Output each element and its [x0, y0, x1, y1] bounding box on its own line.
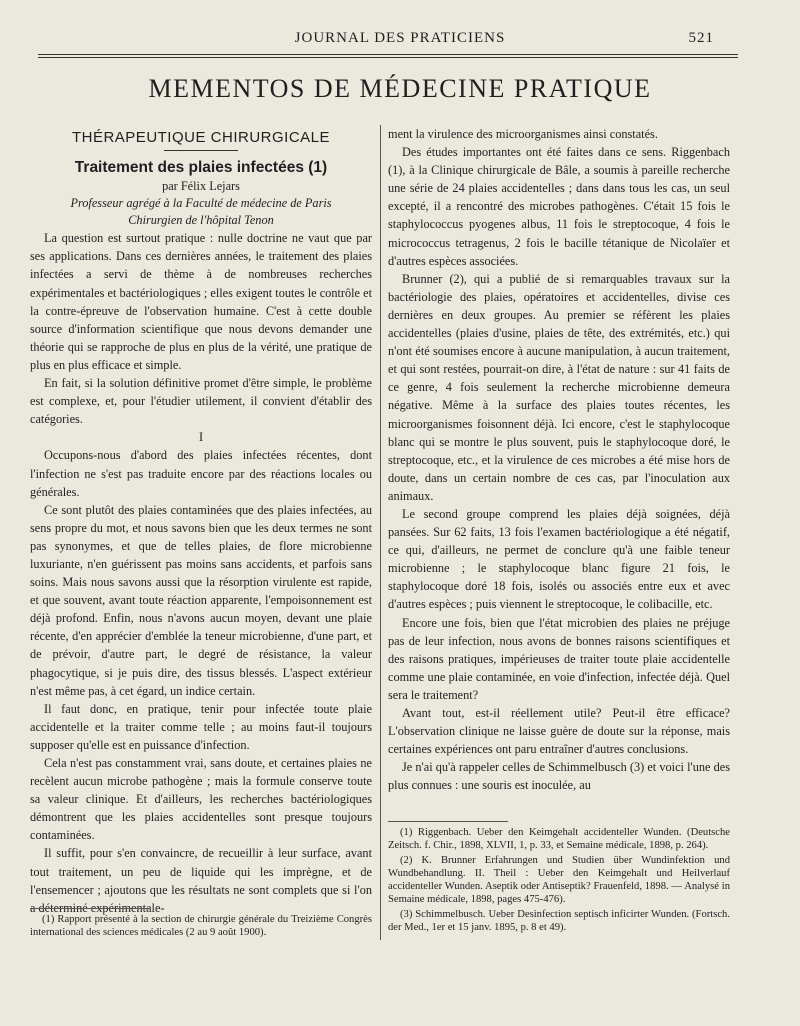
paragraph: Brunner (2), qui a publié de si remarquables travaux sur la bactériologie des plaies, opératoires et accidentelles, divise ces dernières en deux groupes. Au premier se réfèrent les plaies accidentelles (plaies d'usine, plaies de tête, des extrémités, etc.) qui n'ont été soumises encore à aucune manipulation, à aucun traitement, et qui sont restées, pourrait-on dire, à l'état de nature : sur 41 faits de ce genre, 4 fois seulement la recherche microbienne demeura négative. Même à la surface des plaies toutes récentes, les microorganismes foisonnent déjà. Ici encore, c'est le staphylocoque blanc qui se montre le plus souvent, puis le staphylocoque doré, le streptocoque, etc., et la virulence de ces microbes a été mise hors de doute, dans un certain nombre de ces cas, par l'inoculation aux animaux.: [388, 271, 730, 503]
paragraph: La question est surtout pratique : nulle doctrine ne vaut que par ses applications. Dans ces dernières années, le traitement des plaies infectées a servi de thème à de nombreuses recherches expérimentales et bactériologiques ; elles exigent toutes le contrôle et la contre-épreuve de l'observation humaine. C'est à cette double source d'information scientifique que nous devons demander une théorie qui se rapproche de plus en plus de la vérité, une pratique de plus en plus efficace et simple.: [30, 231, 372, 372]
footnote-rule: [388, 821, 508, 822]
left-footnotes: [30, 902, 372, 941]
footnote: (3) Schimmelbusch. Ueber Desinfection septisch inficirter Wunden. (Fortsch. der Med., 1er et 15 janv. 1895, p. 8 et 49).: [388, 909, 730, 933]
running-header: [0, 30, 800, 50]
author-affiliation: Professeur agrégé à la Faculté de médecine de Paris: [70, 196, 332, 211]
footnote: (1) Rapport présenté à la section de chirurgie générale du Treizième Congrès international des sciences médicales (2 au 9 août 1900).: [30, 914, 372, 938]
header-rule: [38, 54, 738, 55]
article-title: Traitement des plaies infectées (1): [74, 159, 328, 177]
paragraph: Encore une fois, bien que l'état microbien des plaies ne préjuge pas de leur infection, nous avons de bonnes raisons scientifiques et des raisons pratiques, impérieuses de traiter toute plaie accidentelle comme une plaie contaminée, en voie d'infection, infectée déjà. Quel sera le traitement?: [388, 615, 730, 702]
paragraph: Ce sont plutôt des plaies contaminées que des plaies infectées, au sens propre du mot, et nous savons bien que les deux termes ne sont pas synonymes, et que de telles plaies, de flore microbienne luxuriante, n'en guérissent pas moins sans accidents, et parfois sans soins. Mais nous savons aussi que la résorption virulente est rapide, et que souvent, avant toute réaction apparente, l'empoisonnement est déjà profond. Enfin, nous n'avons aucun moyen, devant une plaie récente, d'en apprécier d'emblée la teneur microbienne, d'une part, et de prévoir, d'autre part, le degré de résistance, la valeur phagocytique, si je puis dire, des tissus blessés. L'aspect extérieur n'est même pas, à cet égard, un indice certain.: [30, 502, 372, 698]
header-rule-double: [38, 57, 738, 58]
section-heading: THÉRAPEUTIQUE CHIRURGICALE: [71, 129, 331, 146]
footnote: (2) K. Brunner Erfahrungen und Studien über Wundinfektion und Wundbehandlung. II. Theil : Ueber den Keimgehalt und Heilverlauf accidenteller Wunden. Aseptik oder Antiseptik? Frauenfeld, 1898. — Analysé in Semaine médicale, 1898, pages 475-476).: [388, 855, 730, 905]
paragraph: ment la virulence des microorganismes ainsi constatés.: [388, 127, 658, 141]
paragraph: Avant tout, est-il réellement utile? Peut-il être efficace? L'observation clinique ne laisse guère de doute sur la réponse, mais certaines expériences ont paru entraîner d'autres conclusions.: [388, 706, 730, 757]
paragraph: Des études importantes ont été faites dans ce sens. Riggenbach (1), à la Clinique chirurgicale de Bâle, a soumis à pareille recherche une série de 24 plaies accidentelles ; dans dans tous les cas, un seul excepté, il a rencontré des microbes pathogènes. C'était 15 fois le staphylococcus pyogenes albus, 11 fois le streptocoque, 4 fois le micrococcus tetragenus, 2 fois le bacille tétanique de Nicolaïer et d'autres espèces associées.: [388, 145, 730, 268]
paragraph: Il suffit, pour s'en convaincre, de recueillir à leur surface, avant tout traitement, un peu de liquide qui les imprègne, et de l'ensemencer ; ajoutons que les résultats ne sont complets que si l'on a déterminé expérimentale-: [30, 846, 372, 915]
page-title: MEMENTOS DE MÉDECINE PRATIQUE: [148, 74, 652, 103]
column-divider: [380, 125, 381, 940]
part-numeral: I: [198, 430, 204, 445]
article-byline: par Félix Lejars: [162, 179, 240, 194]
paragraph: Je n'ai qu'à rappeler celles de Schimmelbusch (3) et voici l'une des plus connues : une souris est inoculée, au: [388, 760, 730, 793]
right-column: [388, 125, 730, 794]
paragraph: Cela n'est pas constamment vrai, sans doute, et certaines plaies ne recèlent aucun microbe pathogène ; mais la formule conserve toute sa valeur clinique. Et d'ailleurs, les recherches bactériologiques démontrent que les plaies accidentelles sont presque toujours contaminées.: [30, 756, 372, 843]
page-number: 521: [688, 30, 714, 46]
paragraph: En fait, si la solution définitive promet d'être simple, le problème est complexe, et, pour l'étudier utilement, il convient d'établir des catégories.: [30, 376, 372, 427]
paragraph: Il faut donc, en pratique, tenir pour infectée toute plaie accidentelle et la traiter comme telle ; au moins faut-il toujours supposer qu'elle est en puissance d'infection.: [30, 701, 372, 752]
paragraph: Le second groupe comprend les plaies déjà soignées, déjà pansées. Sur 62 faits, 13 fois l'examen bactériologique a été négatif, ce qui, d'ailleurs, ne permet de conclure qu'à une faible teneur microbienne ; le staphylocoque blanc figure 21 fois, le staphylocoque doré 18 fois, isolés ou associés entre eux et avec d'autres espèces ; puis viennent le streptocoque, le colibacille, etc.: [388, 506, 730, 612]
left-column: [30, 125, 372, 917]
paragraph: Occupons-nous d'abord des plaies infectées récentes, dont l'infection ne s'est pas traduite encore par des réactions locales ou générales.: [30, 448, 372, 499]
right-footnotes: [388, 815, 730, 936]
section-rule: [164, 150, 238, 151]
footnote-rule: [30, 908, 150, 909]
author-affiliation-2: Chirurgien de l'hôpital Tenon: [128, 213, 274, 228]
footnote: (1) Riggenbach. Ueber den Keimgehalt accidenteller Wunden. (Deutsche Zeitsch. f. Chir., 1898, XLVII, 1, p. 33, et Semaine médicale, 1898, p. 264).: [388, 827, 730, 851]
journal-title: JOURNAL DES PRATICIENS: [294, 30, 506, 46]
